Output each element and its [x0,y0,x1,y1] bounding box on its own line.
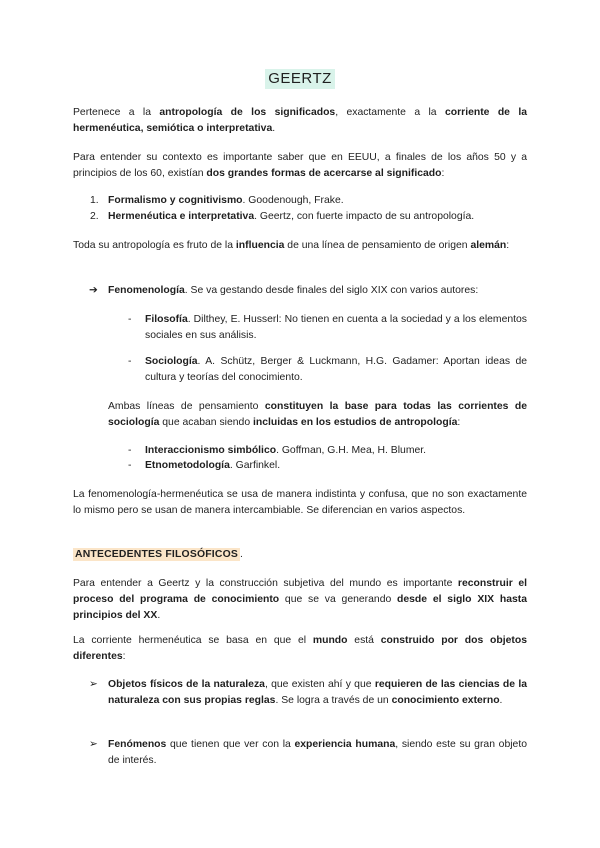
list-item: Objetos físicos de la naturaleza, que existen ahí y que requieren de las ciencias de la naturaleza con sus propias reglas. Se logra a través de un conocimiento externo. [108,679,527,706]
phenomenology-paragraph: La fenomenología-hermenéutica se usa de manera indistinta y confusa, que no son exactamente lo mismo pero se usan de manera intercambiable. Se diferencian en varios aspectos. [73,489,527,516]
hermeneutics-paragraph: La corriente hermenéutica se basa en que el mundo está construido por dos objetos diferentes: [73,635,527,662]
list-item: Filosofía. Dilthey, E. Husserl: No tienen en cuenta a la sociedad y a los elementos sociales en sus análisis. [145,314,527,341]
dash-bullet: - [128,445,132,456]
list-item: Interaccionismo simbólico. Goffman, G.H. Mea, H. Blumer. [145,445,427,456]
list-item: Etnometodología. Garfinkel. [145,460,281,471]
dash-bullet: - [128,460,132,471]
list-item: Hermenéutica e interpretativa. Geertz, con fuerte impacto de su antropología. [108,211,475,222]
base-paragraph: Ambas líneas de pensamiento constituyen la base para todas las corrientes de sociología que acaban siendo incluidas en los estudios de antropología: [108,401,528,428]
section-heading-text: ANTECEDENTES FILOSÓFICOS [75,549,238,560]
dash-bullet: - [128,314,132,325]
list-number: 2. [90,211,99,222]
context-paragraph: Para entender su contexto es importante saber que en EEUU, a finales de los años 50 y a principios de los 60, existían dos grandes formas de acercarse al significado: [73,152,527,179]
list-item: Fenomenología. Se va gestando desde finales del siglo XIX con varios autores: [108,285,479,296]
title-wrap [0,69,600,89]
list-item: Formalismo y cognitivismo. Goodenough, Frake. [108,195,344,206]
page-title: GEERTZ [265,69,335,89]
influence-paragraph: Toda su antropología es fruto de la influencia de una línea de pensamiento de origen alemán: [73,240,510,251]
arrow-bullet-icon: ➔ [89,285,98,296]
dash-bullet: - [128,356,132,367]
arrow-bullet-icon: ➢ [89,679,98,690]
list-number: 1. [90,195,99,206]
list-item: Fenómenos que tienen que ver con la experiencia humana, siendo este su gran objeto de interés. [108,739,527,766]
list-item: Sociología. A. Schütz, Berger & Luckmann, H.G. Gadamer: Aportan ideas de cultura y teorías del conocimiento. [145,356,527,383]
section-heading: ANTECEDENTES FILOSÓFICOS . [75,549,243,560]
philosophical-paragraph: Para entender a Geertz y la construcción subjetiva del mundo es importante reconstruir el proceso del programa de conocimiento que se va generando desde el siglo XIX hasta principios del XX. [73,578,527,621]
intro-paragraph: Pertenece a la antropología de los significados, exactamente a la corriente de la hermenéutica, semiótica o interpretativa. [73,107,528,134]
arrow-bullet-icon: ➢ [89,739,98,750]
